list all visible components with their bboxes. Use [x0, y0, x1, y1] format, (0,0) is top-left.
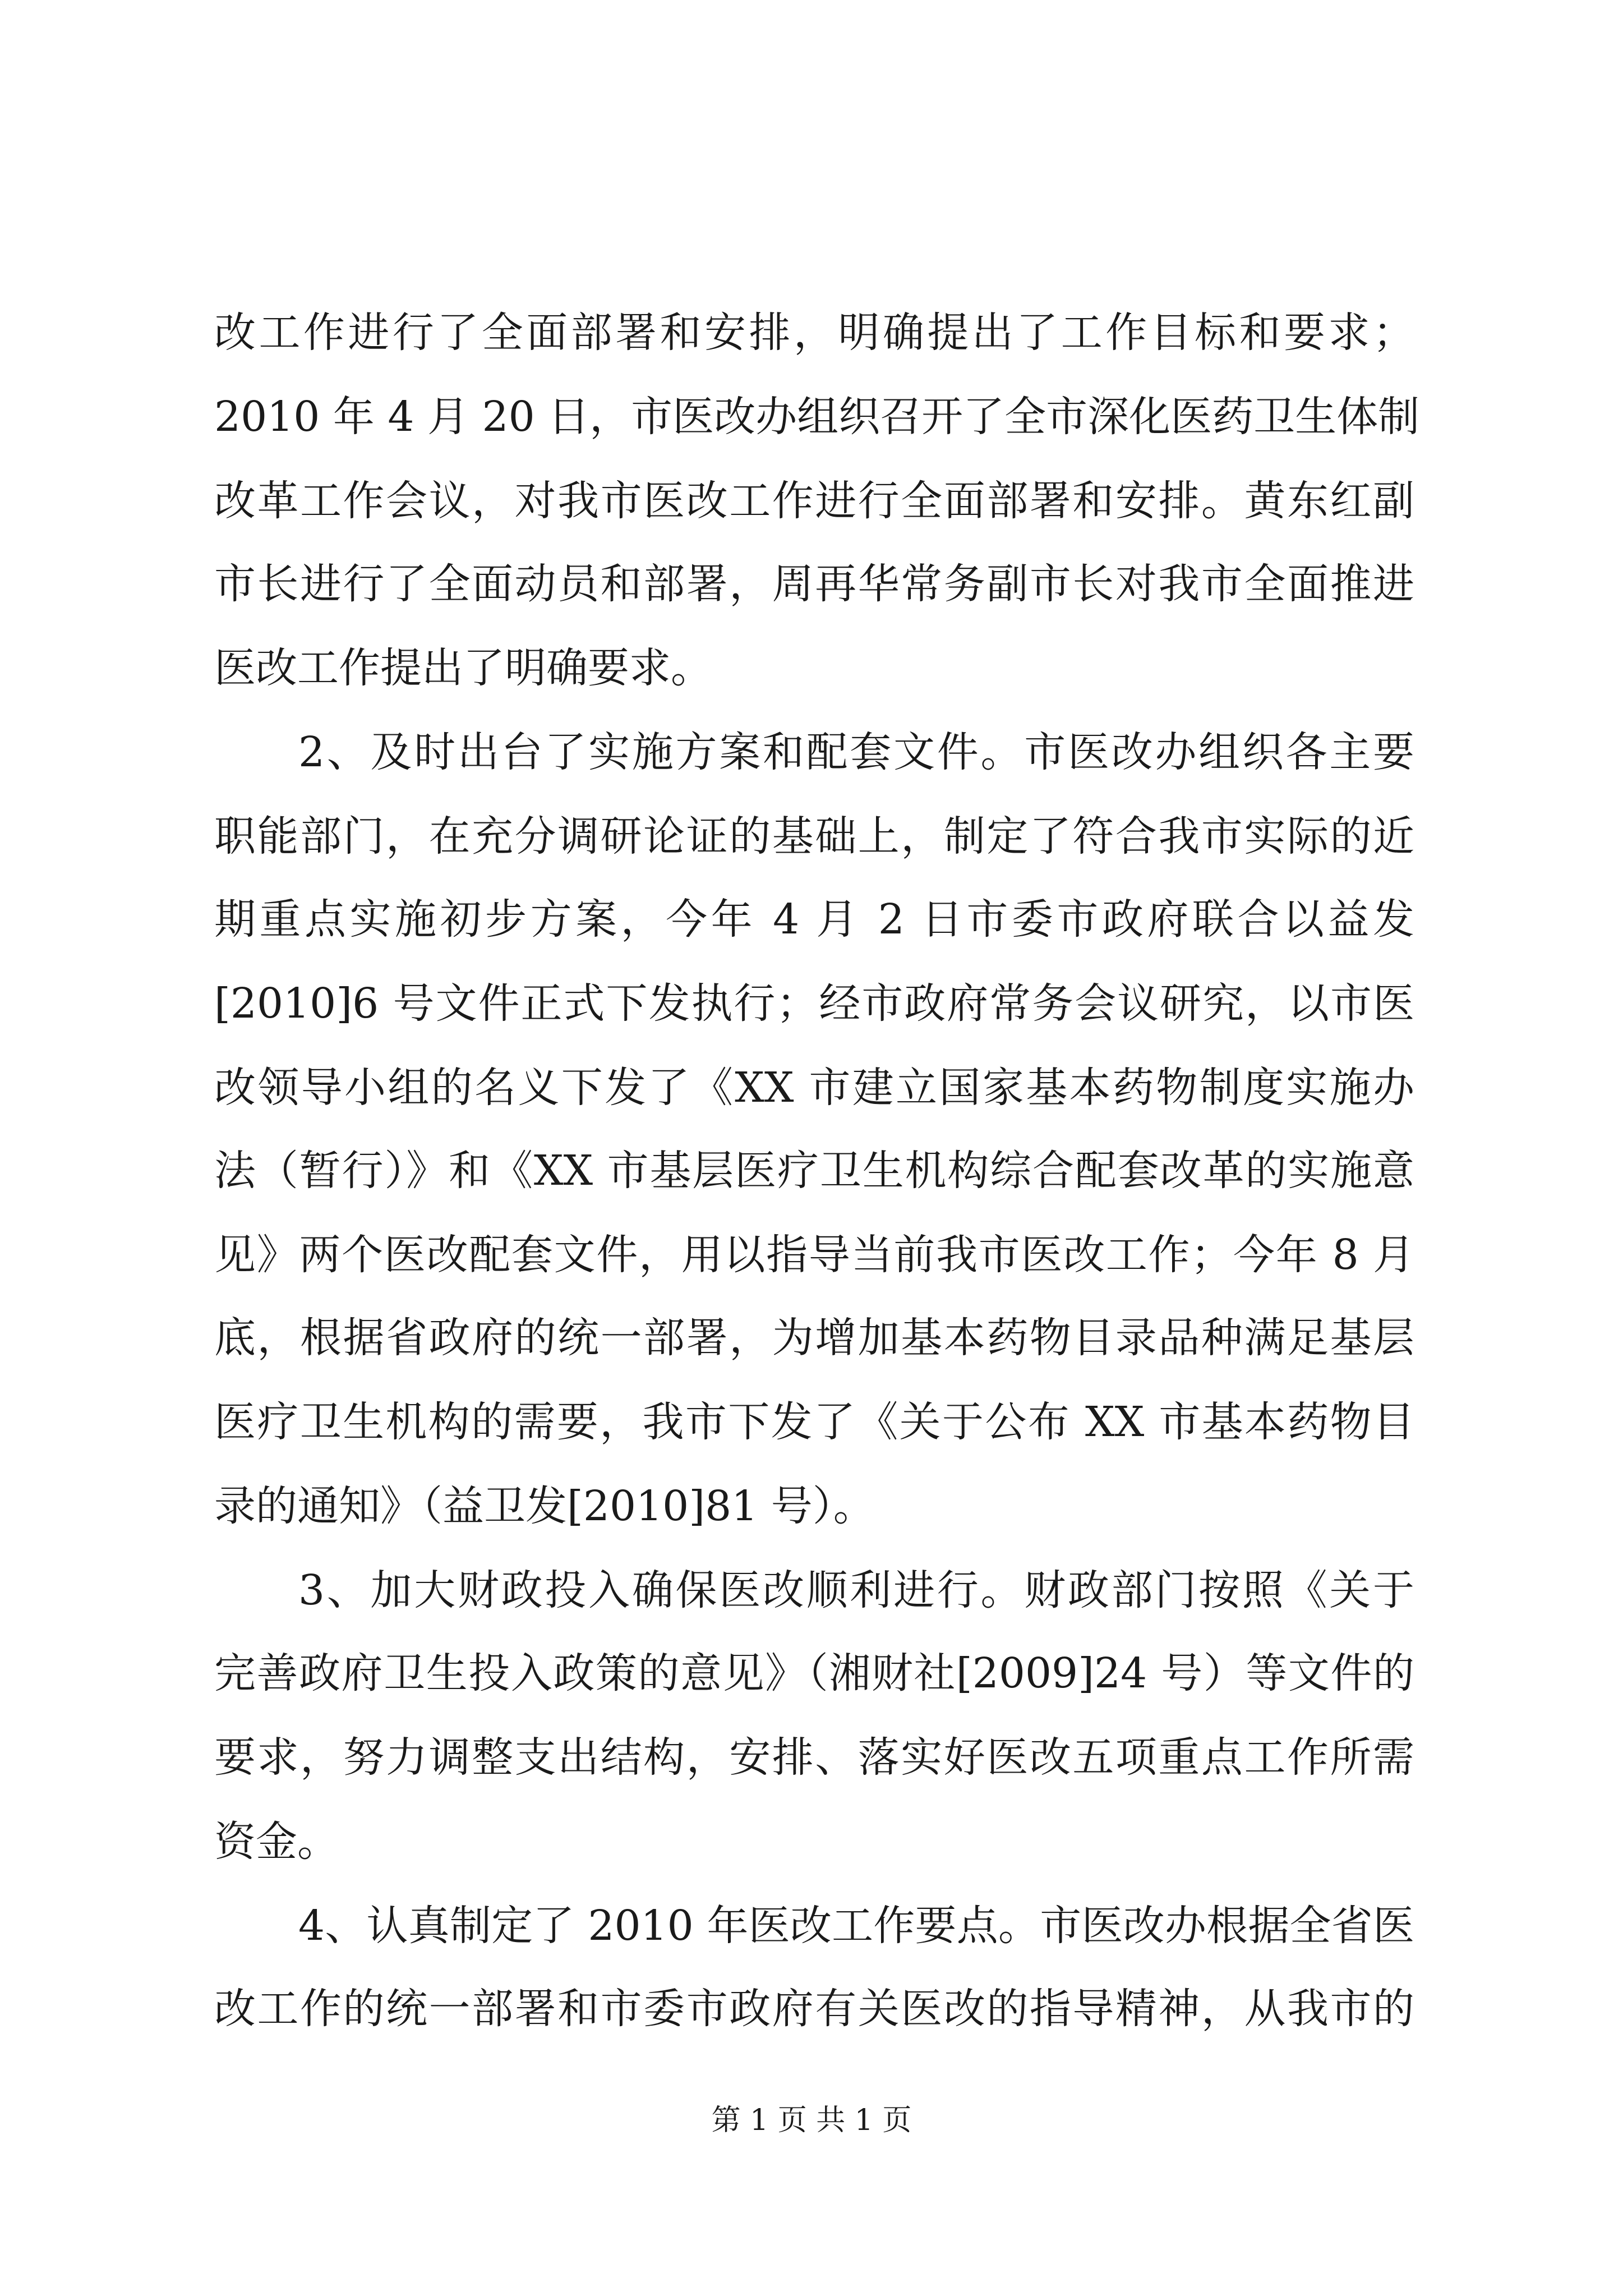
text-line: 法（暂行）》和《XX 市基层医疗卫生机构综合配套改革的实施意	[214, 1147, 1414, 1195]
text-line: 市长进行了全面动员和部署，周再华常务副市长对我市全面推进	[214, 560, 1414, 608]
page-footer: 第 1 页 共 1 页	[711, 2104, 912, 2137]
text-line: 医改工作提出了明确要求。	[214, 644, 712, 692]
text-line: 改工作进行了全面部署和安排，明确提出了工作目标和要求；	[214, 309, 1414, 357]
text-line: 完善政府卫生投入政策的意见》（湘财社[2009]24 号）等文件的	[214, 1649, 1414, 1697]
text-line: 改领导小组的名义下发了《XX 市建立国家基本药物制度实施办	[214, 1064, 1414, 1112]
text-line: 底，根据省政府的统一部署，为增加基本药物目录品种满足基层	[214, 1314, 1414, 1362]
text-line: 录的通知》（益卫发[2010]81 号）。	[214, 1482, 875, 1530]
text-line: 期重点实施初步方案，今年 4 月 2 日市委市政府联合以益发	[214, 895, 1414, 944]
text-line: 资金。	[214, 1818, 339, 1866]
text-line: 见》两个医改配套文件，用以指导当前我市医改工作；今年 8 月	[214, 1231, 1414, 1279]
text-line: 职能部门，在充分调研论证的基础上，制定了符合我市实际的近	[214, 812, 1414, 861]
paragraph-first-line: 3、加大财政投入确保医改顺利进行。财政部门按照《关于	[298, 1566, 1414, 1614]
paragraph-first-line: 4、认真制定了 2010 年医改工作要点。市医改办根据全省医	[298, 1902, 1414, 1950]
paragraph-first-line: 2、及时出台了实施方案和配套文件。市医改办组织各主要	[298, 728, 1414, 776]
text-line: 改革工作会议，对我市医改工作进行全面部署和安排。黄东红副	[214, 477, 1414, 525]
text-line: 要求，努力调整支出结构，安排、落实好医改五项重点工作所需	[214, 1733, 1414, 1782]
text-line: 改工作的统一部署和市委市政府有关医改的指导精神，从我市的	[214, 1985, 1414, 2033]
text-line: 医疗卫生机构的需要，我市下发了《关于公布 XX 市基本药物目	[214, 1398, 1414, 1446]
text-line: 2010 年 4 月 20 日，市医改办组织召开了全市深化医药卫生体制	[214, 393, 1420, 441]
text-line: [2010]6 号文件正式下发执行；经市政府常务会议研究，以市医	[214, 979, 1414, 1028]
